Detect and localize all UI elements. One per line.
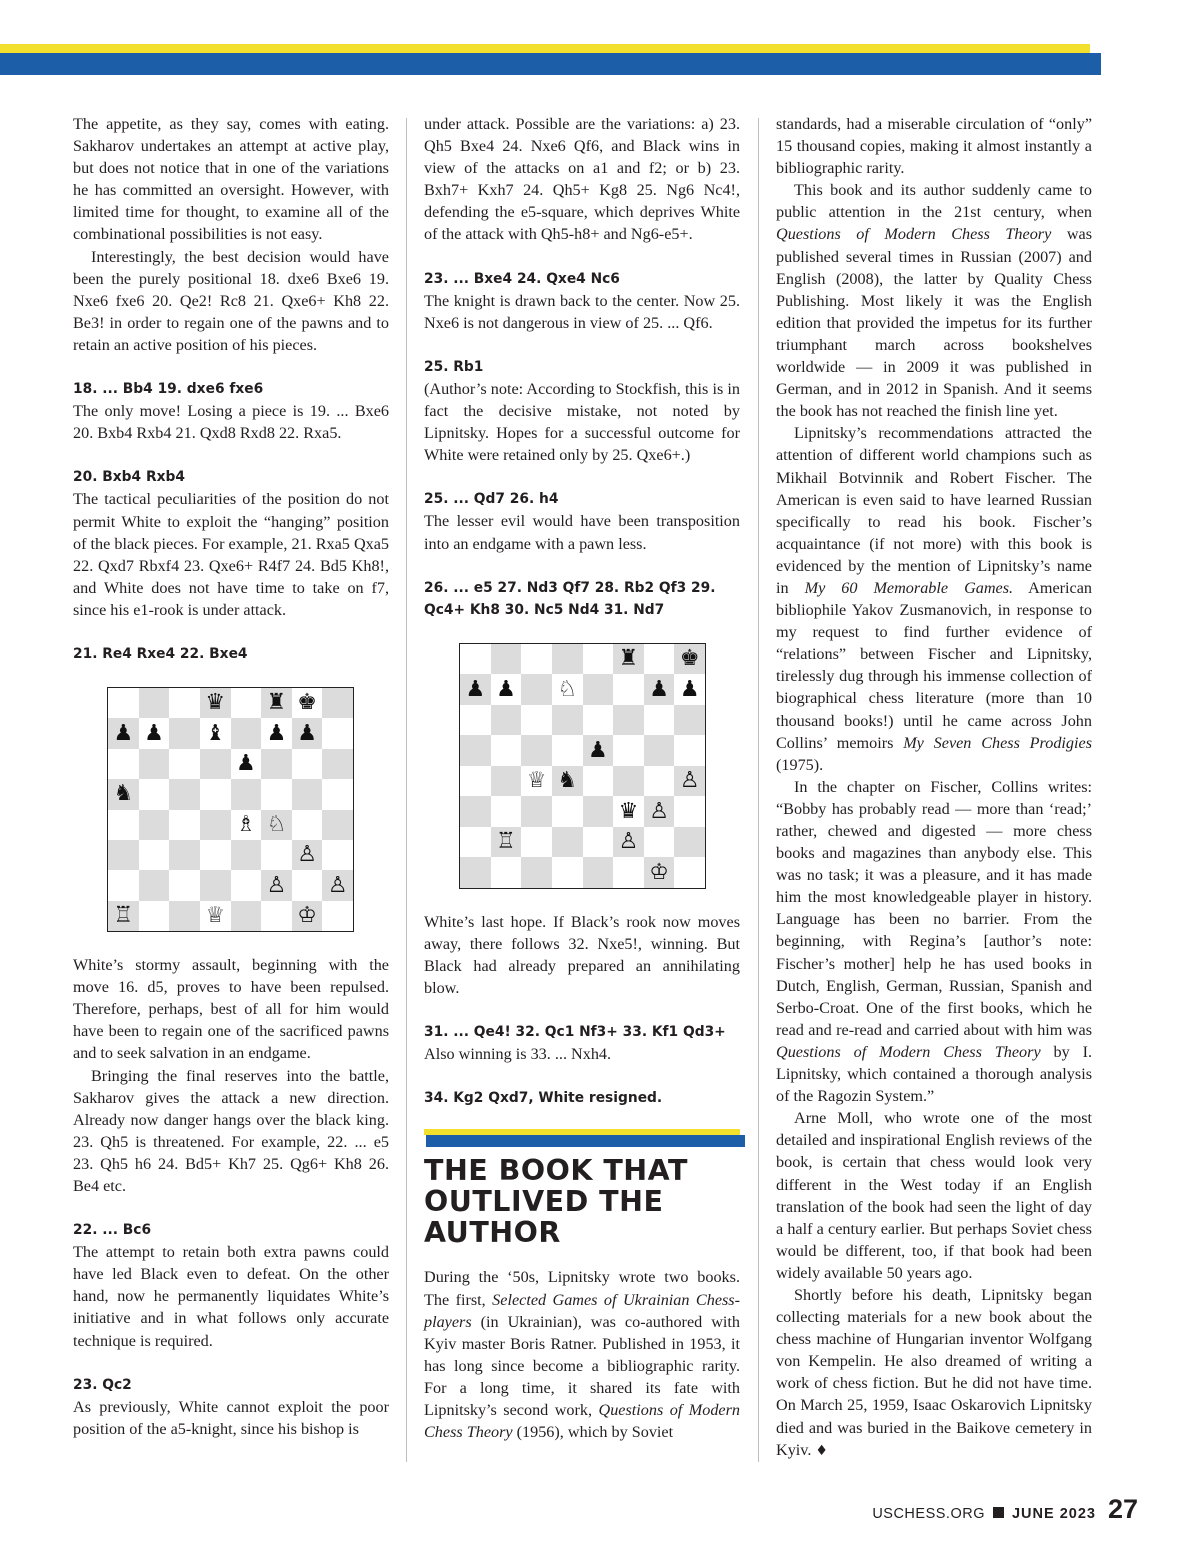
white-rook-icon: ♖ [496, 829, 516, 855]
paragraph: Interestingly, the best decision would have been the purely positional 18. dxe6 Bxe6 19. Nxe6 fxe6 20. Qe2! Rc8 21. Qxe6+ Kh8 22. Be3! in order to regain one of the pawns and to retain an active position of his pieces. [73, 247, 389, 354]
board-square [292, 840, 323, 870]
paragraph: The attempt to retain both extra pawns could have led Black even to defeat. On the other hand, now he permanently liquidates White’s initiative and in what follows only accurate technique is required. [73, 1243, 389, 1350]
board-square [613, 644, 644, 675]
board-square [552, 796, 583, 827]
board-square [231, 870, 262, 900]
board-square [139, 779, 170, 809]
move-line: 21. Re4 Rxe4 22. Bxe4 [73, 645, 248, 662]
board-square [200, 718, 231, 748]
paragraph: As previously, White cannot exploit the poor position of the a5-knight, since his bishop is [73, 1397, 389, 1438]
white-pawn-icon: ♙ [266, 872, 287, 898]
book-title: Questions of Modern Chess Theory [776, 225, 1052, 244]
board-square [292, 718, 323, 748]
board-square [644, 644, 675, 675]
black-pawn-icon: ♟ [235, 751, 256, 776]
paragraph [776, 179, 1092, 422]
board-square [521, 644, 552, 675]
black-king-icon: ♚ [297, 690, 317, 716]
black-pawn-icon: ♟ [297, 720, 317, 746]
text: During the ‘50s, Lipnitsky wrote two books. The first, [424, 1268, 740, 1309]
board-square [613, 735, 644, 766]
board-square [322, 840, 353, 870]
board-square [521, 766, 552, 797]
move-line: 25. Rb1 [424, 358, 484, 375]
footer-site: USCHESS.ORG [872, 1506, 985, 1522]
board-square [200, 870, 231, 900]
board-square [108, 901, 139, 931]
board-square [139, 688, 170, 718]
board-square [231, 901, 262, 931]
board-square [460, 674, 491, 705]
footer-issue-date: JUNE 2023 [1011, 1506, 1096, 1522]
column-1 [73, 113, 389, 1440]
paragraph: standards, had a miserable circulation of “only” 15 thousand copies, making it almost instantly a bibliographic rarity. [776, 115, 1092, 178]
board-square [552, 827, 583, 858]
board-square [583, 705, 614, 736]
board-square [108, 810, 139, 840]
black-knight-icon: ♞ [113, 781, 134, 807]
white-pawn-icon: ♙ [679, 768, 700, 794]
board-square [491, 735, 522, 766]
board-square [491, 674, 522, 705]
column-rule-2 [758, 118, 759, 1462]
board-square [169, 840, 200, 870]
board-square [169, 901, 200, 931]
board-square [169, 688, 200, 718]
text: (1956), which by Soviet [512, 1423, 674, 1442]
move-line: 34. Kg2 Qxd7, White resigned. [424, 1090, 663, 1107]
chess-diagram-1 [107, 687, 354, 932]
board-square [292, 688, 323, 718]
text: Shortly before his death, Lipnitsky began collecting materials for a new book about the chess machine of Hungarian inventor Wolfgang von Kempelin. He also dreamed of writing a work of chess fiction. But he did not have time. On March 25, 1959, Isaac Oskarovich Lipnitsky died and was buried in the Baikove cemetery in Kyiv. [776, 1285, 1092, 1459]
board-square [108, 779, 139, 809]
board-square [460, 857, 491, 888]
board-square [322, 718, 353, 748]
move-line: 25. ... Qd7 26. h4 [424, 491, 559, 508]
board-square [169, 810, 200, 840]
board-square [674, 735, 705, 766]
board-square [322, 870, 353, 900]
white-king-icon: ♔ [649, 859, 669, 885]
board-square [169, 749, 200, 779]
board-square [521, 857, 552, 888]
board-square [552, 766, 583, 797]
board-square [583, 735, 614, 766]
board-square [460, 827, 491, 858]
page-number: 27 [1107, 1494, 1138, 1524]
black-queen-icon: ♛ [618, 798, 639, 824]
board-square [491, 766, 522, 797]
column-2 [424, 113, 740, 1443]
paragraph: Also winning is 33. ... Nxh4. [424, 1045, 612, 1064]
black-pawn-icon: ♟ [587, 737, 608, 763]
board-square [231, 749, 262, 779]
board-square [261, 840, 292, 870]
board-square [674, 827, 705, 858]
book-title: Selected Games of Ukrainian Chess-players [424, 1290, 740, 1331]
white-knight-icon: ♘ [266, 811, 287, 837]
board-square [200, 688, 231, 718]
paragraph: The only move! Losing a piece is 19. ... Bxe6 20. Bxb4 Rxb4 21. Qxd8 Rxd8 22. Rxa5. [73, 402, 389, 443]
paragraph: The tactical peculiarities of the position do not permit White to exploit the “hanging” position of the black pieces. For example, 21. Rxa5 Qxa5 22. Qxd7 Rbxf4 23. Qxe6+ R4f7 24. Bd5 Kh8!, and White does not have time to take on f7, since his e1-rook is under attack. [73, 490, 390, 619]
black-pawn-icon: ♟ [496, 676, 516, 702]
board-square [644, 705, 675, 736]
board-square [261, 810, 292, 840]
page-footer [872, 1494, 1138, 1525]
board-square [552, 735, 583, 766]
text: (1975). [776, 755, 824, 774]
board-square [200, 749, 231, 779]
board-square [491, 796, 522, 827]
white-pawn-icon: ♙ [649, 798, 669, 824]
black-rook-icon: ♜ [618, 646, 639, 672]
paragraph [776, 776, 1092, 1107]
board-square [491, 827, 522, 858]
board-square [108, 870, 139, 900]
black-knight-icon: ♞ [557, 768, 578, 794]
board-square [674, 705, 705, 736]
header-bar-blue [0, 53, 1101, 75]
board-square [231, 810, 262, 840]
heading-bars [424, 1129, 740, 1149]
black-rook-icon: ♜ [266, 690, 287, 716]
board-square [261, 870, 292, 900]
end-mark-icon: ♦ [815, 1442, 828, 1459]
board-square [460, 705, 491, 736]
board-square [231, 779, 262, 809]
board-square [674, 796, 705, 827]
board-square [491, 857, 522, 888]
board-square [139, 870, 170, 900]
white-bishop-icon: ♗ [235, 811, 256, 837]
board-square [521, 827, 552, 858]
paragraph: Arne Moll, who wrote one of the most detailed and inspirational English reviews of the book, is certain that chess would look very different in the West today if an English translation of the book had seen the light of day a half a century earlier. But perhaps Soviet chess would be different, too, if that book had been widely available 50 years ago. [776, 1109, 1092, 1282]
board-square [583, 674, 614, 705]
board-square [460, 735, 491, 766]
black-pawn-icon: ♟ [465, 676, 486, 702]
board-square [644, 735, 675, 766]
book-title: Questions of Modern Chess Theory [776, 1042, 1041, 1061]
black-pawn-icon: ♟ [113, 720, 134, 746]
board-square [613, 857, 644, 888]
white-pawn-icon: ♙ [327, 872, 348, 898]
board-square [139, 718, 170, 748]
board-square [552, 644, 583, 675]
board-square [139, 749, 170, 779]
board-square [292, 901, 323, 931]
board-square [674, 766, 705, 797]
paragraph: White’s stormy assault, beginning with the move 16. d5, proves to have been repulsed. Therefore, perhaps, best of all for him would have been to regain one of the sacrificed pawns and to seek salvation in an endgame. [73, 956, 389, 1063]
board-square [231, 688, 262, 718]
column-3 [776, 113, 1092, 1462]
text: was published several times in Russian (2007) and English (2008), the latter by Quality Chess Publishing. Most likely it was the English edition that provided the impetus for its further triumphant march across bookshelves worldwide — in 2009 it was published in German, and in 2012 in Spanish. And it seems the book has not reached the finish line yet. [776, 225, 1092, 421]
text: American bibliophile Yakov Zusmanovich, in response to my request to find further evidence of “relations” between Fischer and Lipnitsky, tirelessly dug through his immense collection of biographical chess literature (more than 10 thousand books!) until he came across John Collins’ memoirs [776, 578, 1092, 752]
section-heading: THE BOOK THAT OUTLIVED THE AUTHOR [424, 1154, 688, 1250]
chess-diagram-2 [459, 643, 706, 889]
board-square [108, 749, 139, 779]
white-queen-icon: ♕ [526, 768, 547, 794]
text: (in Ukrainian), was co-authored with Kyiv master Boris Ratner. Published in 1953, it has long since become a bibliographic rarity. For a long time, it shared its fate with Lipnitsky’s second work, [424, 1312, 740, 1419]
book-title: My 60 Memorable Games. [804, 578, 1014, 597]
board-square [322, 688, 353, 718]
board-square [552, 674, 583, 705]
text: In the chapter on Fischer, Collins writes: “Bobby has probably read — more than ‘read;’ rather, chewed and digested — more chess books and magazines than anybody else. This was no task; it was a pleasure, and it has made him the most knowledgeable player in history. Language has been no barrier. From the beginning, with Regina’s [author’s note: Fischer’s mother] help he has used books in Dutch, English, German, Russian, Spanish and Serbo-Croat. One of the first books, which he read and re-read and carried about with him was [776, 777, 1092, 1039]
white-pawn-icon: ♙ [297, 842, 317, 868]
board-square [583, 796, 614, 827]
footer-separator-icon [993, 1507, 1004, 1518]
text: This book and its author suddenly came to public attention in the 21st century, when [776, 181, 1092, 222]
board-square [292, 870, 323, 900]
board-square [613, 766, 644, 797]
board-square [583, 857, 614, 888]
board-square [521, 735, 552, 766]
board-square [460, 796, 491, 827]
board-square [292, 749, 323, 779]
board-square [644, 766, 675, 797]
move-line: 22. ... Bc6 [73, 1222, 152, 1239]
board-square [552, 857, 583, 888]
board-square [583, 644, 614, 675]
board-square [261, 718, 292, 748]
paragraph: Bringing the final reserves into the battle, Sakharov gives the attack a new direction. Already now danger hangs over the black king. 23. Qh5 is threatened. For example, 22. ... e5 23. Qh5 h6 24. Bd5+ Kh7 25. Qg6+ Kh8 26. Be4 etc. [73, 1066, 389, 1195]
board-square [322, 901, 353, 931]
board-square [139, 810, 170, 840]
board-square [674, 674, 705, 705]
board-square [261, 901, 292, 931]
board-square [613, 796, 644, 827]
board-square [169, 870, 200, 900]
paragraph [776, 1284, 1092, 1462]
board-square [613, 674, 644, 705]
move-line: 23. Qc2 [73, 1376, 132, 1393]
column-rule-1 [406, 118, 407, 1462]
board-square [139, 840, 170, 870]
move-line: 20. Bxb4 Rxb4 [73, 469, 185, 486]
header-bar-yellow [0, 44, 1090, 53]
board-square [644, 827, 675, 858]
move-line: 23. ... Bxe4 24. Qxe4 Nc6 [424, 270, 620, 287]
board-square [261, 688, 292, 718]
board-square [261, 779, 292, 809]
board-square [613, 827, 644, 858]
text: by I. Lipnitsky, which contained a thorough analysis of the Ragozin System.” [776, 1042, 1092, 1106]
black-pawn-icon: ♟ [144, 720, 164, 746]
board-square [583, 766, 614, 797]
board-square [292, 810, 323, 840]
board-square [644, 796, 675, 827]
board-square [322, 810, 353, 840]
paragraph: The knight is drawn back to the center. Now 25. Nxe6 is not dangerous in view of 25. ... Qf6. [424, 291, 740, 332]
board-square [108, 840, 139, 870]
white-knight-icon: ♘ [557, 676, 578, 702]
move-line: 26. ... e5 27. Nd3 Qf7 28. Rb2 Qf3 29. Qc4+ Kh8 30. Nc5 Nd4 31. Nd7 [424, 579, 716, 618]
black-pawn-icon: ♟ [679, 676, 700, 702]
board-square [613, 705, 644, 736]
heading-bar-blue [426, 1135, 745, 1147]
board-square [108, 688, 139, 718]
board-square [261, 749, 292, 779]
book-title: My Seven Chess Prodigies [903, 733, 1092, 752]
paragraph: The appetite, as they say, comes with eating. Sakharov undertakes an attempt at active play, but does not notice that in one of the variations he has committed an oversight. However, with limited time for thought, to examine all of the combinational possibilities is not easy. [73, 115, 389, 244]
board-square [644, 674, 675, 705]
board-square [231, 718, 262, 748]
black-king-icon: ♚ [679, 646, 700, 672]
paragraph [424, 1266, 740, 1443]
paragraph: White’s last hope. If Black’s rook now moves away, there follows 32. Nxe5!, winning. But Black had already prepared an annihilating blow. [424, 912, 740, 998]
paragraph: (Author’s note: According to Stockfish, this is in fact the decisive mistake, not noted by Lipnitsky. Hopes for a successful outcome for White were retained only by 25. Qxe6+.) [424, 379, 740, 465]
board-square [583, 827, 614, 858]
white-rook-icon: ♖ [113, 902, 134, 928]
board-square [521, 705, 552, 736]
board-square [108, 718, 139, 748]
paragraph [776, 422, 1092, 776]
board-square [169, 779, 200, 809]
board-square [491, 644, 522, 675]
paragraph: The lesser evil would have been transposition into an endgame with a pawn less. [424, 512, 740, 553]
board-square [231, 840, 262, 870]
black-pawn-icon: ♟ [649, 676, 669, 702]
board-square [552, 705, 583, 736]
board-square [322, 749, 353, 779]
move-line: 31. ... Qe4! 32. Qc1 Nf3+ 33. Kf1 Qd3+ [424, 1024, 726, 1041]
paragraph: under attack. Possible are the variations: a) 23. Qh5 Bxe4 24. Nxe6 Qf6, and Black wins in view of the attacks on a1 and f2; or b) 23. Bxh7+ Kxh7 24. Qh5+ Kg8 25. Ng6 Nc4!, defending the e5-square, which deprives White of the attack with Qh5-h8+ and Ng6-e5+. [424, 115, 740, 244]
board-square [521, 674, 552, 705]
board-square [460, 644, 491, 675]
book-title: Questions of Modern Chess Theory [424, 1401, 741, 1442]
board-square [674, 857, 705, 888]
board-square [521, 796, 552, 827]
board-square [139, 901, 170, 931]
black-queen-icon: ♛ [205, 690, 226, 716]
board-square [292, 779, 323, 809]
black-bishop-icon: ♝ [205, 720, 226, 746]
board-square [460, 766, 491, 797]
board-square [200, 779, 231, 809]
board-square [644, 857, 675, 888]
white-pawn-icon: ♙ [618, 829, 639, 855]
text: Lipnitsky’s recommendations attracted the attention of different world champions such as Mikhail Botvinnik and Robert Fischer. The American is even said to have learned Russian specifically to read his book. Fischer’s acquaintance (if not more) with this book is evidenced by the mention of Lipnitsky’s name in [776, 424, 1092, 597]
board-square [491, 705, 522, 736]
board-square [322, 779, 353, 809]
board-square [674, 644, 705, 675]
white-king-icon: ♔ [297, 902, 317, 928]
board-square [200, 901, 231, 931]
board-square [200, 810, 231, 840]
move-line: 18. ... Bb4 19. dxe6 fxe6 [73, 381, 264, 398]
board-square [169, 718, 200, 748]
black-pawn-icon: ♟ [266, 720, 287, 746]
board-square [200, 840, 231, 870]
white-queen-icon: ♕ [205, 902, 226, 928]
